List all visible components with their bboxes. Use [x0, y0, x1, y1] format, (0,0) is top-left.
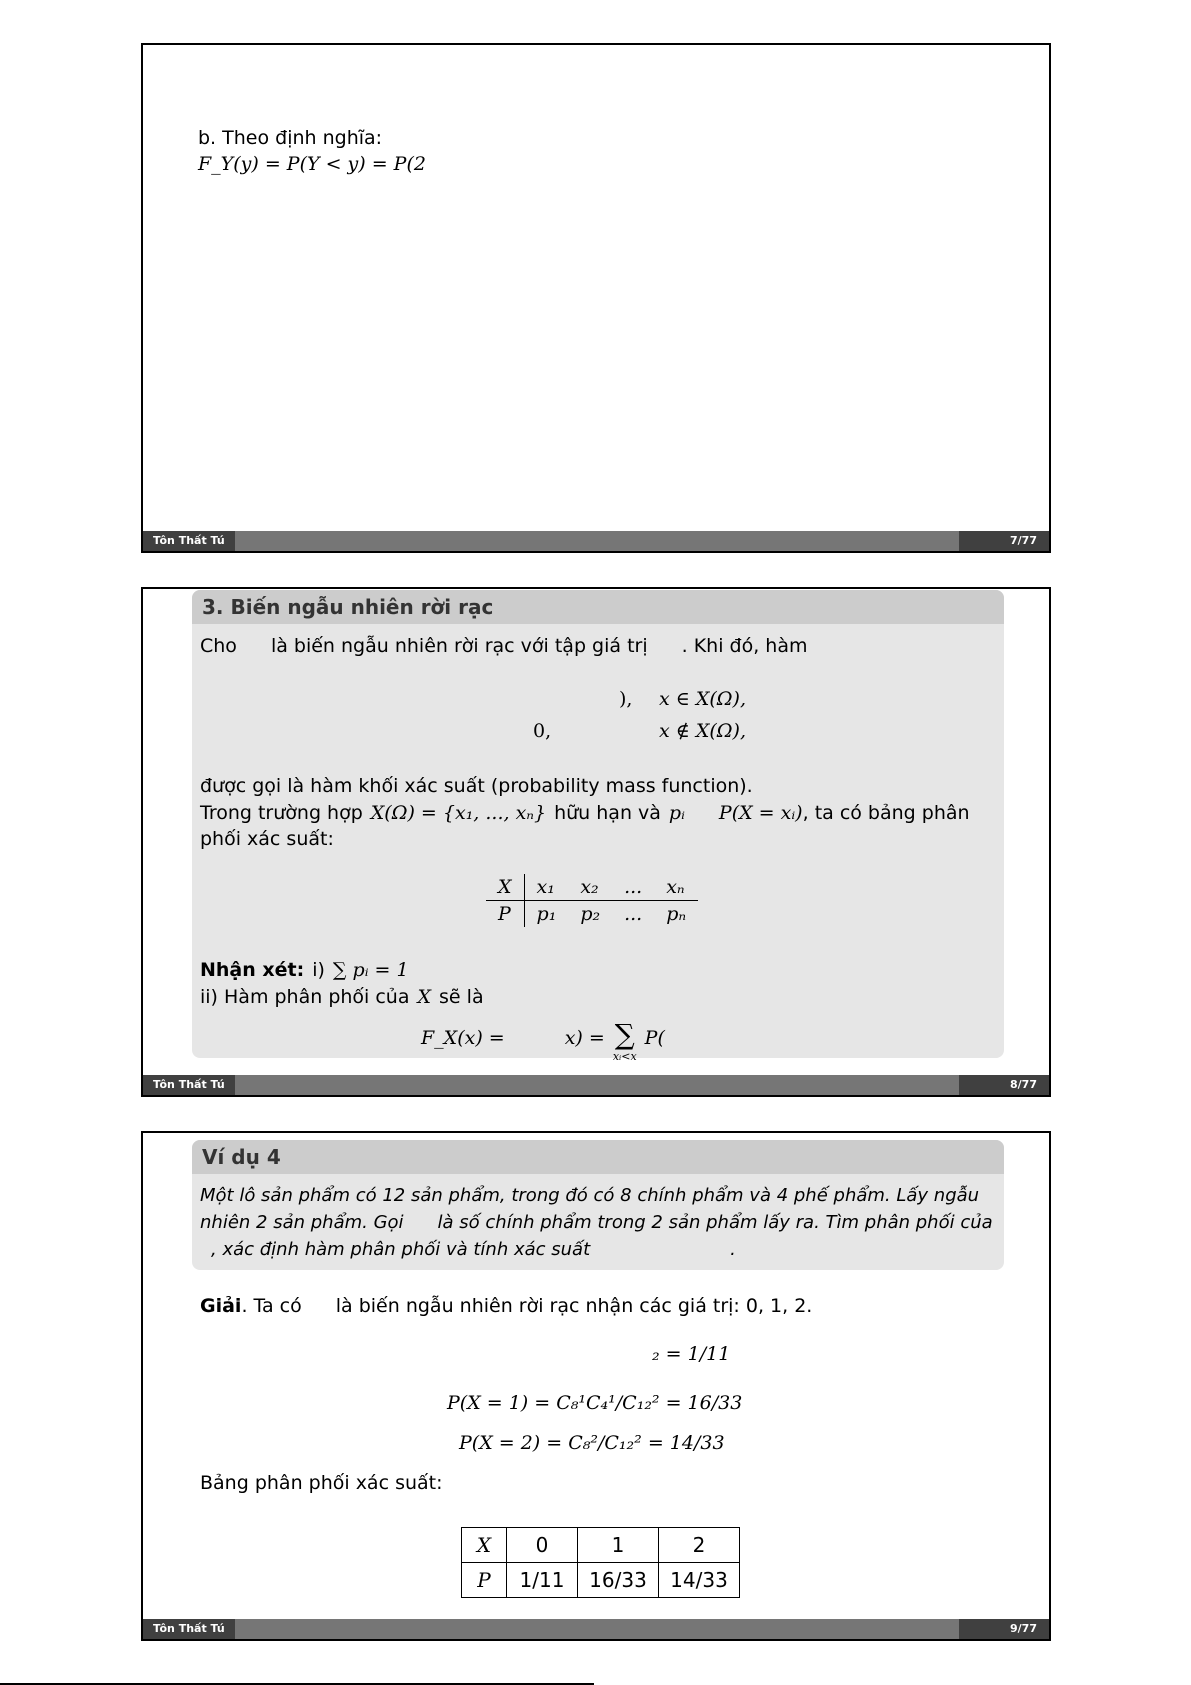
table-row-p — [486, 901, 698, 928]
cdf-mid: x) = — [564, 1027, 605, 1049]
example-line-2b: là số chính phẩm trong 2 sản phẩm lấy ra. Tìm phân phối của — [437, 1212, 993, 1233]
case2-condition: x ∉ X(Ω), — [659, 720, 747, 742]
cell: xₙ — [666, 876, 685, 898]
finite-case-prob: P(X = xᵢ) — [718, 802, 803, 824]
remark-ii-c: sẽ là — [439, 986, 484, 1008]
finite-case-a: Trong trường hợp — [200, 802, 363, 824]
finite-case-set: X(Ω) = {x₁, ..., xₙ} — [370, 802, 547, 824]
page-number: 8/77 — [959, 1075, 1049, 1095]
example-line-3 — [211, 1239, 736, 1260]
finite-case-f: , ta có bảng phân — [802, 802, 970, 824]
cell: 0 — [507, 1528, 578, 1563]
equation-p0: ₂ = 1/11 — [652, 1343, 731, 1365]
slide-9 — [141, 1131, 1051, 1641]
table-label: Bảng phân phối xác suất: — [200, 1472, 443, 1494]
remark-i-formula: ∑ pᵢ = 1 — [332, 959, 409, 981]
distribution-table — [461, 1527, 740, 1598]
cdf-formula-line — [421, 1018, 665, 1063]
cell: ... — [624, 903, 643, 925]
page-number: 9/77 — [959, 1619, 1049, 1639]
table-row-p — [462, 1563, 740, 1598]
footer-author: Tôn Thất Tú — [143, 1619, 235, 1639]
table-row-x — [462, 1528, 740, 1563]
cell: X — [462, 1528, 507, 1563]
cdf-sum-group — [612, 1018, 637, 1063]
remark-i: i) — [312, 959, 325, 981]
cell: p₁ — [536, 903, 557, 925]
cell: P — [462, 1563, 507, 1598]
finite-case-pi: pᵢ — [668, 802, 685, 824]
block-title: Ví dụ 4 — [192, 1140, 1004, 1174]
solution-label: Giải — [200, 1295, 242, 1317]
solution-line — [200, 1295, 812, 1317]
intro-text: là biến ngẫu nhiên rời rạc với tập giá trị — [270, 635, 648, 657]
footer-author: Tôn Thất Tú — [143, 1075, 235, 1095]
cdf-sum-index: xᵢ<x — [612, 1050, 637, 1063]
remark-label: Nhận xét: — [200, 959, 305, 981]
example-line-3a: , xác định hàm phân phối và tính xác suất — [211, 1239, 591, 1260]
cdf-lhs: F_X(x) = — [421, 1027, 505, 1049]
cdf-rhs: P( — [644, 1027, 665, 1049]
solution-a: . Ta có — [241, 1295, 302, 1317]
intro-cho: Cho — [200, 635, 237, 657]
cell: p₂ — [580, 903, 601, 925]
cell: 16/33 — [578, 1563, 659, 1598]
pmf-definition: được gọi là hàm khối xác suất (probability mass function). — [200, 775, 753, 797]
cell: P — [486, 901, 524, 928]
example-line-2a: nhiên 2 sản phẩm. Gọi — [200, 1212, 404, 1233]
finite-case-c: hữu hạn và — [554, 802, 661, 824]
cell: X — [486, 874, 524, 901]
footer-author: Tôn Thất Tú — [143, 531, 235, 551]
intro-text-end: . Khi đó, hàm — [681, 635, 808, 657]
example-line-2 — [200, 1212, 993, 1233]
cell: x₂ — [580, 876, 599, 898]
example-line-3b: . — [730, 1239, 736, 1260]
slide-footer — [143, 1075, 1049, 1095]
cell: 1 — [578, 1528, 659, 1563]
equation-p2: P(X = 2) = C₈²/C₁₂² = 14/33 — [459, 1432, 725, 1454]
remark-line-2 — [200, 986, 484, 1008]
equation-p1: P(X = 1) = C₈¹C₄¹/C₁₂² = 16/33 — [447, 1392, 743, 1414]
cdf-sum: ∑ — [614, 1018, 635, 1051]
case1-condition: x ∈ X(Ω), — [659, 688, 747, 710]
definition-heading: b. Theo định nghĩa: — [198, 127, 383, 149]
page-number: 7/77 — [959, 531, 1049, 551]
cell: 14/33 — [659, 1563, 740, 1598]
cell: pₙ — [666, 903, 687, 925]
slide-7 — [141, 43, 1051, 553]
cell: 1/11 — [507, 1563, 578, 1598]
remark-ii-a: ii) Hàm phân phối của — [200, 986, 410, 1008]
finite-case-line — [200, 802, 970, 824]
finite-case-g: phối xác suất: — [200, 828, 334, 850]
cell: x₁ — [536, 876, 555, 898]
slide-footer — [143, 1619, 1049, 1639]
intro-line — [200, 635, 807, 657]
general-distribution-table — [486, 874, 698, 927]
remark-line-1 — [200, 959, 409, 981]
example-line-1: Một lô sản phẩm có 12 sản phẩm, trong đó có 8 chính phẩm và 4 phế phẩm. Lấy ngẫu — [200, 1185, 980, 1206]
case1-paren: ), — [619, 688, 633, 710]
cell: ... — [624, 876, 643, 898]
solution-b: là biến ngẫu nhiên rời rạc nhận các giá trị: 0, 1, 2. — [335, 1295, 813, 1317]
case2-value: 0, — [533, 720, 552, 742]
cdf-formula: F_Y(y) = P(Y < y) = P(2 — [198, 153, 426, 175]
slide-8 — [141, 587, 1051, 1097]
remark-ii-x: X — [417, 986, 432, 1008]
table-row-x — [486, 874, 698, 901]
block-title: 3. Biến ngẫu nhiên rời rạc — [192, 590, 1004, 624]
slide-footer — [143, 531, 1049, 551]
cell: 2 — [659, 1528, 740, 1563]
